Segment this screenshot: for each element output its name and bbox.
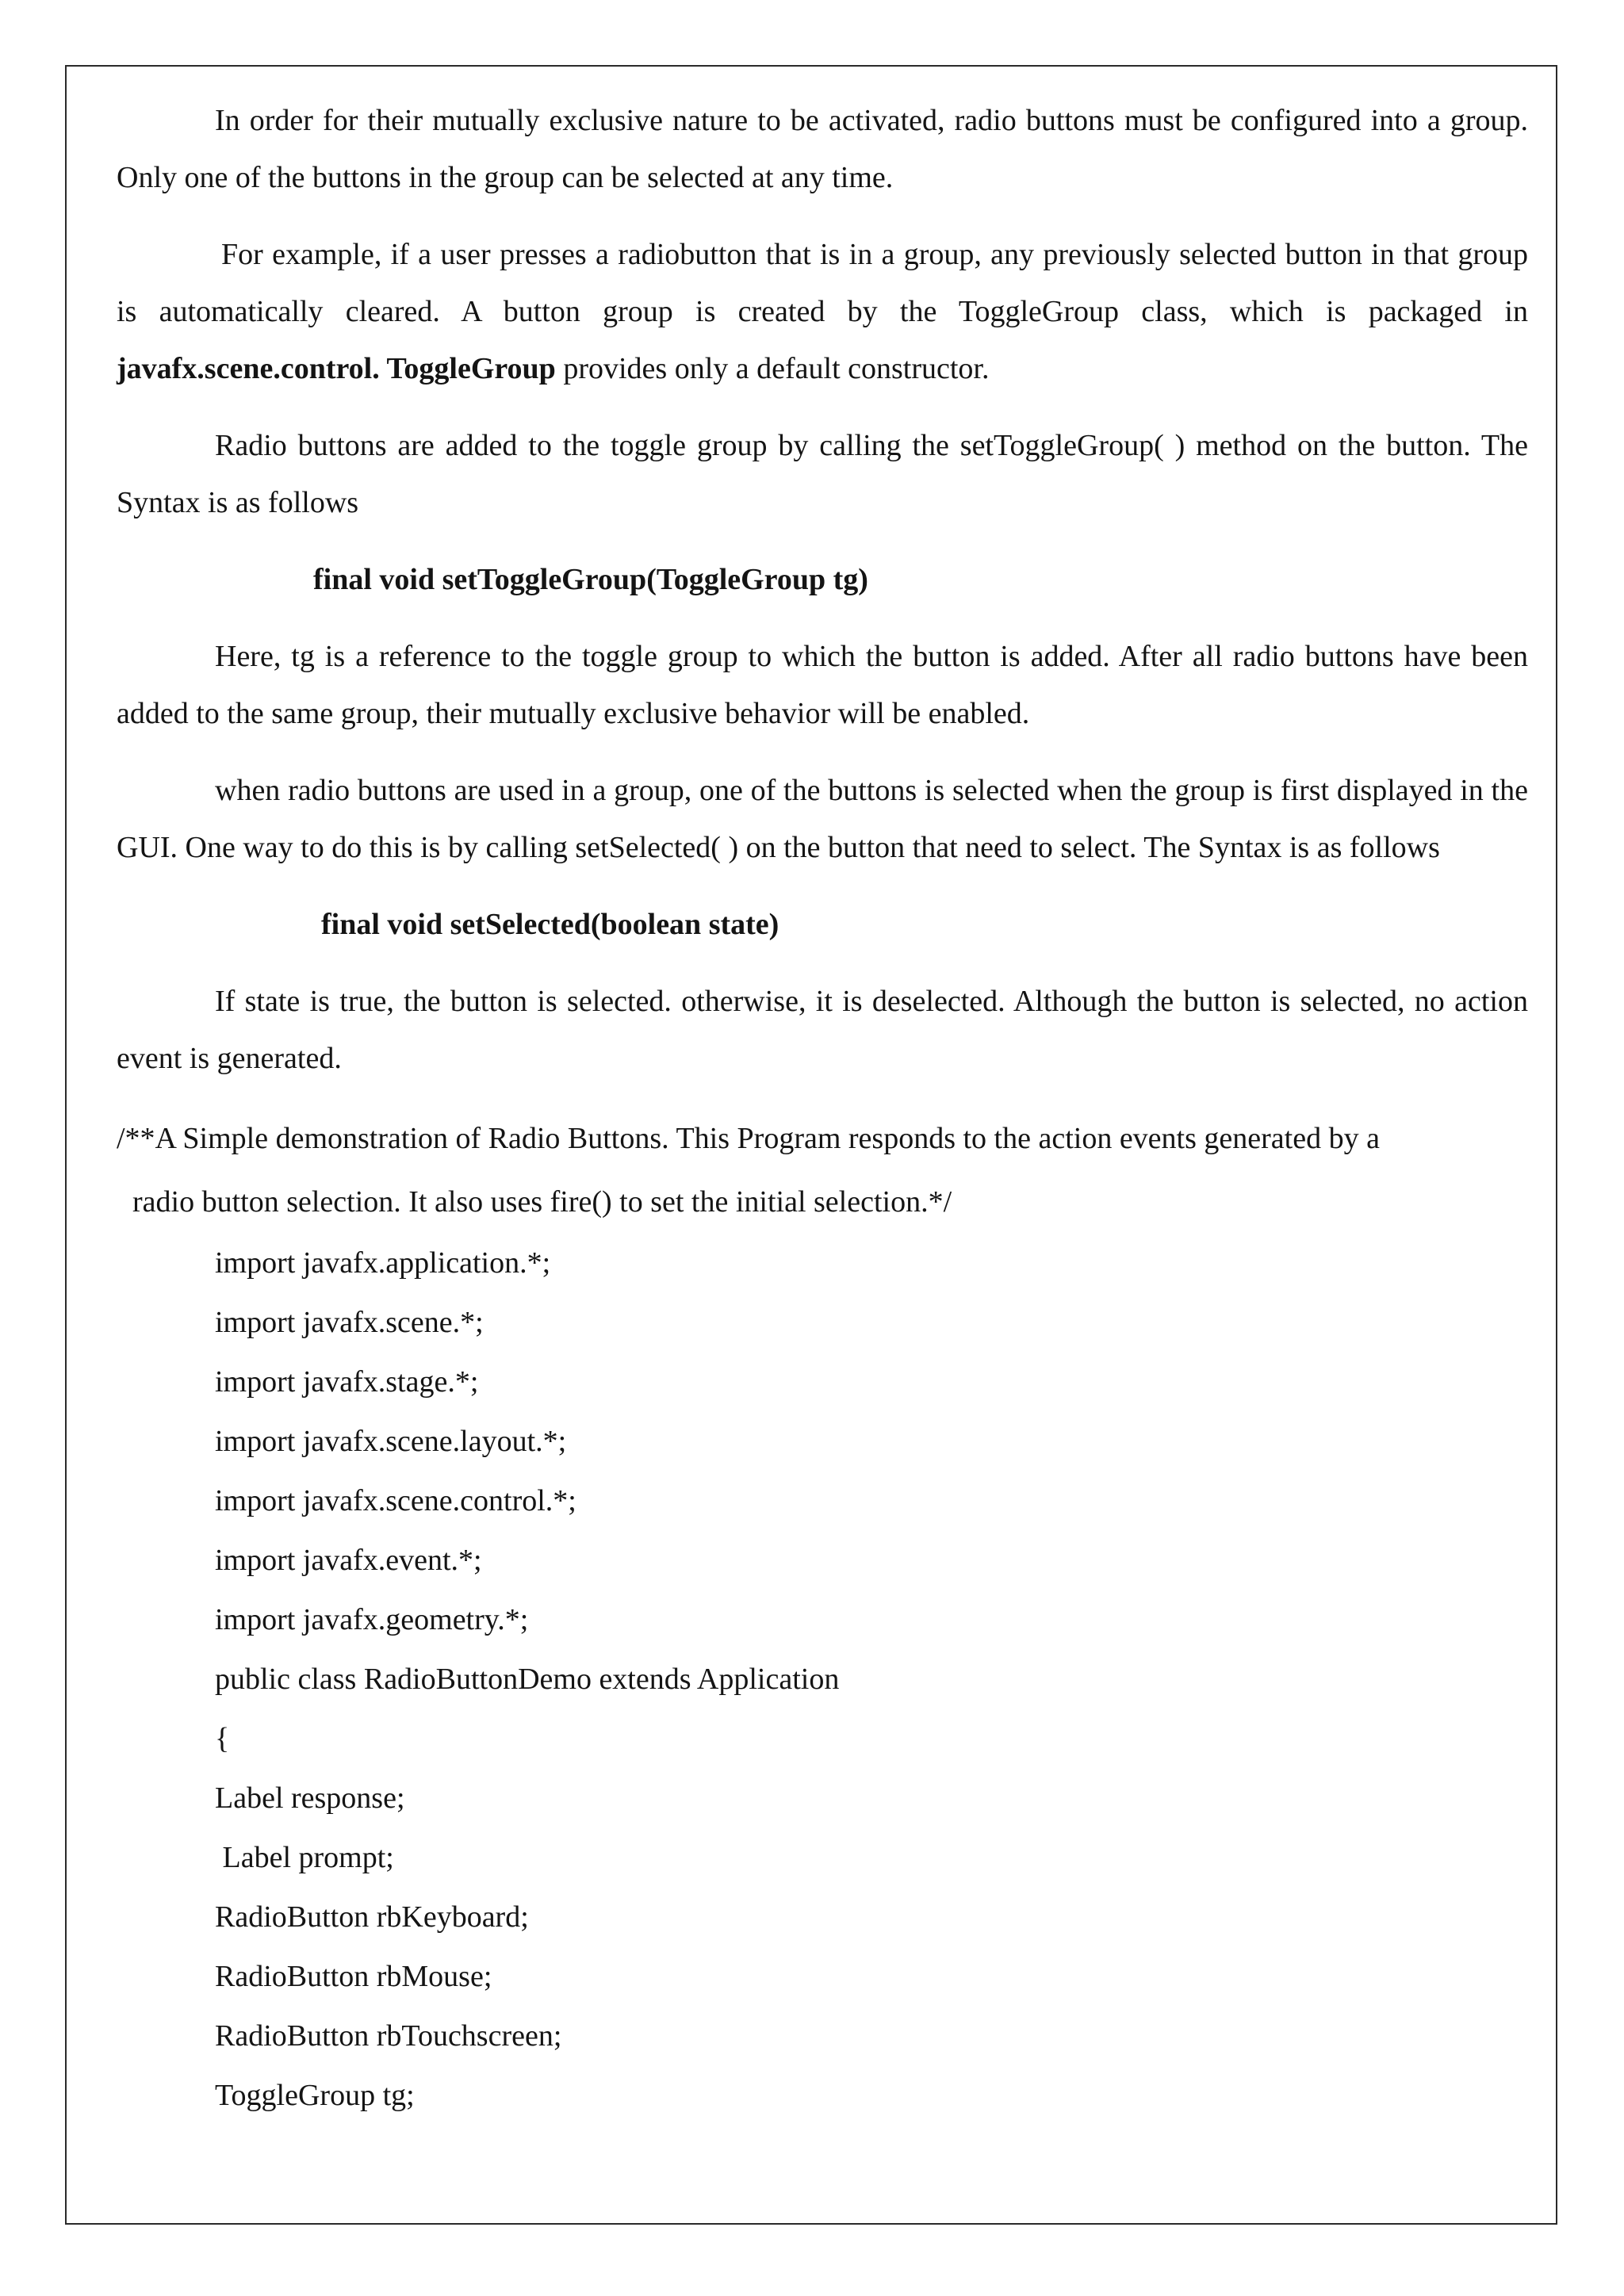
comment-line: radio button selection. It also uses fire() to set the initial selection.*/ — [132, 1185, 952, 1219]
paragraph-set-selected — [117, 762, 1528, 876]
document-body — [117, 92, 1528, 2126]
code-line: import javafx.application.*; — [215, 1246, 551, 1280]
paragraph-toggle-group-example — [117, 226, 1528, 397]
paragraph-state-true — [117, 973, 1528, 1087]
paragraph-text: If state is true, the button is selected. otherwise, it is deselected. Although the button is selected, no action event is generated. — [117, 985, 1528, 1075]
comment-line: /**A Simple demonstration of Radio Buttons. This Program responds to the action events generated by a — [117, 1122, 1380, 1155]
code-line: RadioButton rbTouchscreen; — [215, 2019, 562, 2053]
paragraph-radio-group-intro — [117, 92, 1528, 206]
paragraph-tg-reference — [117, 628, 1528, 742]
code-line: import javafx.scene.layout.*; — [215, 1425, 567, 1458]
code-line: Label response; — [215, 1781, 405, 1815]
package-name: javafx.scene.control. ToggleGroup — [117, 352, 556, 385]
code-line: import javafx.scene.*; — [215, 1306, 484, 1339]
paragraph-text: provides only a default constructor. — [555, 352, 990, 385]
code-line: import javafx.stage.*; — [215, 1365, 479, 1399]
code-listing — [117, 1234, 1528, 2126]
code-line: public class RadioButtonDemo extends Application — [215, 1663, 840, 1696]
paragraph-text: when radio buttons are used in a group, one of the buttons is selected when the group is first displayed in the GUI. One way to do this is by calling setSelected( ) on the button that need to select. The Syntax is as follows — [117, 774, 1528, 864]
paragraph-set-toggle-group — [117, 417, 1528, 531]
code-line: import javafx.geometry.*; — [215, 1603, 529, 1636]
code-line: ToggleGroup tg; — [215, 2079, 415, 2112]
paragraph-text: For example, if a user presses a radiobutton that is in a group, any previously selected button in that group is automatically cleared. A button group is created by the ToggleGroup class, which is packaged in — [117, 238, 1528, 328]
paragraph-text: In order for their mutually exclusive nature to be activated, radio buttons must be configured into a group. Only one of the buttons in the group can be selected at any time. — [117, 104, 1528, 194]
syntax-set-toggle-group: final void setToggleGroup(ToggleGroup tg) — [313, 563, 868, 596]
code-line: RadioButton rbMouse; — [215, 1960, 492, 1993]
code-line: Label prompt; — [215, 1841, 394, 1874]
paragraph-text: Radio buttons are added to the toggle group by calling the setToggleGroup( ) method on the button. The Syntax is as follows — [117, 429, 1528, 519]
code-comment — [117, 1107, 1528, 1234]
paragraph-text: Here, tg is a reference to the toggle group to which the button is added. After all radio buttons have been added to the same group, their mutually exclusive behavior will be enabled. — [117, 640, 1528, 730]
code-line: import javafx.event.*; — [215, 1544, 482, 1577]
code-line: { — [215, 1722, 230, 1755]
code-line: import javafx.scene.control.*; — [215, 1484, 576, 1517]
syntax-set-selected: final void setSelected(boolean state) — [321, 908, 779, 941]
code-line: RadioButton rbKeyboard; — [215, 1900, 529, 1934]
